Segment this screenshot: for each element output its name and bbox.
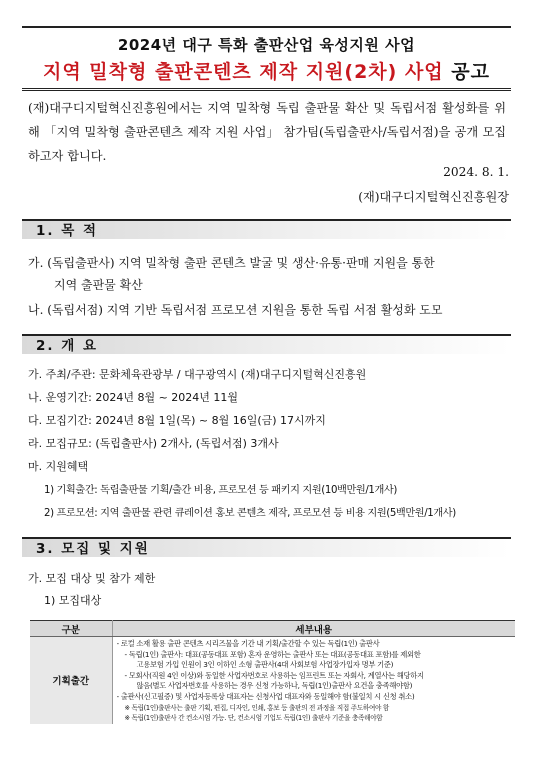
page-supertitle: 2024년 대구 특화 출판산업 육성지원 사업 — [117, 36, 416, 54]
title-block — [22, 26, 511, 91]
detail-line: - 출판사(신고필증) 및 사업자등록상 대표자는 신청사업 대표자와 동일해야 함(불일치 시 신청 취소) — [116, 691, 415, 701]
purpose-item-ga: 가. (독립출판사) 지역 밀착형 출판 콘텐츠 발굴 및 생산·유통·판매 지원을 통한 — [28, 256, 435, 270]
section-title: 3. 모집 및 지원 — [36, 541, 150, 557]
section-header-recruit — [22, 537, 511, 557]
page-title-suffix: 공고 — [451, 61, 491, 83]
overview-scale: 라. 모집규모: (독립출판사) 2개사, (독립서점) 3개사 — [28, 437, 279, 450]
section-title: 2. 개 요 — [36, 338, 99, 354]
section-title: 1. 목 적 — [36, 223, 99, 239]
detail-line: 않음(별도 사업자번호를 사용하는 경우 신청 가능하나, 독립(1인)출판사 요건을 충족해야함) — [136, 681, 413, 691]
table-cell-detail — [112, 637, 515, 724]
page-title — [22, 57, 511, 84]
recruit-eligibility: 가. 모집 대상 및 참가 제한 — [28, 572, 156, 585]
recruit-target-table — [30, 620, 515, 724]
table-cell-category: 기획출간 — [30, 637, 112, 724]
page-title-red: 지역 밀착형 출판콘텐츠 제작 지원(2차) 사업 — [42, 61, 444, 83]
intro-paragraph: (재)대구디지털혁신진흥원에서는 지역 밀착형 독립 출판물 확산 및 독립서점 활성화를 위해 「지역 밀착형 출판콘텐츠 제작 지원 사업」 참가팀(독립출판사/독립서점)을 공개 모집하고자 합니다. — [28, 101, 506, 163]
overview-benefits: 마. 지원혜택 — [28, 460, 89, 473]
detail-line: - 독립(1인) 출판사: 대표(공동대표 포함) 혼자 운영하는 출판사 또는 대표(공동대표 포함)를 제외한 — [124, 649, 421, 659]
announcement-date: 2024. 8. 1. — [443, 165, 509, 179]
detail-note: ※ 독립(1인)출판사 간 컨소시엄 가능. 단, 컨소시엄 기업도 독립(1인) 출판사 기준을 충족해야함 — [124, 714, 383, 723]
detail-line: - 로컬 소재 활용 출판 콘텐츠 시리즈물을 기간 내 기획/출간할 수 있는 독립(1인) 출판사 — [116, 639, 380, 648]
section-header-overview — [22, 334, 511, 354]
detail-line: - 모회사(직원 4인 이상)와 동일한 사업자번호로 사용하는 임프린트 또는 자회사, 계열사는 해당하지 — [124, 670, 424, 680]
detail-line: 고용보험 가입 인원이 3인 이하인 소형 출판사(4대 사회보험 사업장가입자 명부 기준) — [136, 660, 394, 670]
section-header-purpose — [22, 219, 511, 239]
overview-host: 가. 주최/주관: 문화체육관광부 / 대구광역시 (재)대구디지털혁신진흥원 — [28, 368, 367, 381]
overview-period: 나. 운영기간: 2024년 8월 ~ 2024년 11월 — [28, 391, 239, 404]
overview-recruit-period: 다. 모집기간: 2024년 8월 1일(목) ~ 8월 16일(금) 17시까지 — [28, 414, 326, 427]
detail-note: ※ 독립(1인)출판사는 출판 기획, 편집, 디자인, 인쇄, 홍보 등 출판의 전 과정을 직접 주도하여야 함 — [124, 703, 389, 712]
purpose-item-na: 나. (독립서점) 지역 기반 독립서점 프로모션 지원을 통한 독립 서점 활성화 도모 — [28, 303, 443, 317]
recruit-target: 1) 모집대상 — [44, 594, 102, 607]
benefit-promotion: 2) 프로모션: 지역 출판물 관련 큐레이션 홍보 콘텐츠 제작, 프로모션 등 비용 지원(5백만원/1개사) — [44, 508, 456, 519]
table-row — [30, 637, 515, 724]
issuing-organization: (재)대구디지털혁신진흥원장 — [358, 190, 509, 204]
purpose-item-ga-cont: 지역 출판물 확산 — [54, 278, 143, 292]
benefit-planning: 1) 기획출간: 독립출판물 기획/출간 비용, 프로모션 등 패키지 지원(10백만원/1개사) — [44, 485, 397, 496]
table-header-category: 구분 — [30, 621, 112, 637]
table-header-row — [30, 621, 515, 637]
table-header-detail: 세부내용 — [112, 621, 515, 637]
